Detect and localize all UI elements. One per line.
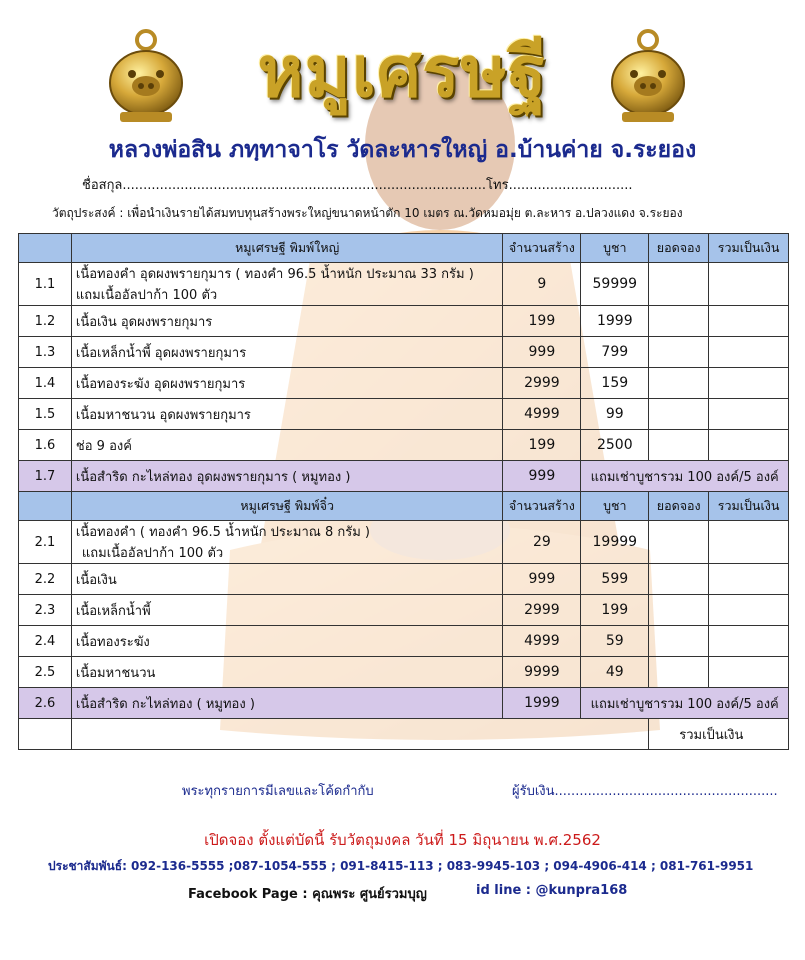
- row-reserve-cell[interactable]: [649, 626, 709, 657]
- row-qty: 2999: [503, 368, 581, 399]
- row-total-cell[interactable]: [709, 337, 789, 368]
- purpose-text: วัตถุประสงค์ : เพื่อนำเงินรายได้สมทบทุนสร้างพระใหญ่ขนาดหน้าตัก 10 เมตร ณ.วัดหมอมุ่ย ต.ละหาร อ.ปลวงแดง จ.ระยอง: [52, 206, 683, 220]
- row-reserve-cell[interactable]: [649, 564, 709, 595]
- receiver-signature-line: ผู้รับเงิน......................................................: [512, 784, 778, 799]
- row-number: 2.3: [19, 595, 72, 626]
- row-item: เนื้อมหาชนวน อุดผงพรายกุมาร: [71, 399, 503, 430]
- row-item: [71, 521, 503, 564]
- row-total-cell[interactable]: [709, 521, 789, 564]
- row-item: เนื้อเหล็กน้ำพี้: [71, 595, 503, 626]
- row-qty: 29: [503, 521, 581, 564]
- row-number: 2.6: [19, 688, 72, 719]
- row-reserve-cell[interactable]: [649, 368, 709, 399]
- row-number: 1.3: [19, 337, 72, 368]
- table-row: [19, 263, 789, 306]
- table-row: [19, 430, 789, 461]
- row-item: ช่อ 9 องค์: [71, 430, 503, 461]
- row-item: เนื้อสำริด กะไหล่ทอง ( หมูทอง ): [71, 688, 503, 719]
- table-row: [19, 306, 789, 337]
- row-total-cell[interactable]: [709, 564, 789, 595]
- row-reserve-cell[interactable]: [649, 337, 709, 368]
- row-note: แถมเช่าบูชารวม 100 องค์/5 องค์: [581, 688, 789, 719]
- row-total-cell[interactable]: [709, 399, 789, 430]
- col-qty-header: จำนวนสร้าง: [503, 234, 581, 263]
- row-number: 2.1: [19, 521, 72, 564]
- table-row: [19, 626, 789, 657]
- open-date-notice: เปิดจอง ตั้งแต่บัดนี้ รับวัตถุมงคล วันที่ 15 มิถุนายน พ.ศ.2562: [204, 831, 601, 849]
- special-row: [19, 461, 789, 492]
- row-qty: 999: [503, 337, 581, 368]
- row-item: เนื้อเงิน: [71, 564, 503, 595]
- row-price: 49: [581, 657, 649, 688]
- row-note: แถมเช่าบูชารวม 100 องค์/5 องค์: [581, 461, 789, 492]
- line-id: id line : @kunpra168: [476, 883, 628, 898]
- row-price: 59: [581, 626, 649, 657]
- special-row: [19, 688, 789, 719]
- row-price: 599: [581, 564, 649, 595]
- row-number: 1.2: [19, 306, 72, 337]
- table-row: [19, 521, 789, 564]
- row-reserve-cell[interactable]: [649, 306, 709, 337]
- row-item-line1: เนื้อทองคำ อุดผงพรายกุมาร ( ทองคำ 96.5 น้ำหนัก ประมาณ 33 กรัม ): [75, 267, 474, 282]
- header-blank-cell: [19, 234, 72, 263]
- row-total-cell[interactable]: [709, 263, 789, 306]
- row-qty: 2999: [503, 595, 581, 626]
- row-item: เนื้อสำริด กะไหล่ทอง อุดผงพรายกุมาร ( หมูทอง ): [71, 461, 503, 492]
- row-total-cell[interactable]: [709, 430, 789, 461]
- total-row: [19, 719, 789, 750]
- page-title: หมูเศรษฐี: [257, 30, 548, 113]
- row-qty: 199: [503, 306, 581, 337]
- section-title: หมูเศรษฐี พิมพ์ใหญ่: [71, 234, 503, 263]
- row-item: เนื้อเงิน อุดผงพรายกุมาร: [71, 306, 503, 337]
- row-reserve-cell[interactable]: [649, 399, 709, 430]
- row-number: 1.4: [19, 368, 72, 399]
- row-total-cell[interactable]: [709, 626, 789, 657]
- blank-cell: [71, 719, 648, 750]
- col-total-header: รวมเป็นเงิน: [709, 492, 789, 521]
- row-item-line1: เนื้อทองคำ ( ทองคำ 96.5 น้ำหนัก ประมาณ 8 กรัม ): [75, 525, 370, 540]
- row-number: 2.2: [19, 564, 72, 595]
- blank-cell: [19, 719, 72, 750]
- facebook-page: Facebook Page : คุณพระ ศูนย์รวมบุญ: [188, 887, 427, 902]
- row-price: 19999: [581, 521, 649, 564]
- table-row: [19, 337, 789, 368]
- row-total-cell[interactable]: [709, 306, 789, 337]
- row-total-cell[interactable]: [709, 595, 789, 626]
- row-number: 1.7: [19, 461, 72, 492]
- total-label: รวมเป็นเงิน: [679, 727, 744, 743]
- row-price: 159: [581, 368, 649, 399]
- row-qty: 999: [503, 461, 581, 492]
- section-header: [19, 234, 789, 263]
- row-number: 1.1: [19, 263, 72, 306]
- row-reserve-cell[interactable]: [649, 521, 709, 564]
- page-subtitle: หลวงพ่อสิน ภทฺทาจาโร วัดละหารใหญ่ อ.บ้านค่าย จ.ระยอง: [108, 137, 697, 163]
- section-title: หมูเศรษฐี พิมพ์จิ๋ว: [71, 492, 503, 521]
- gold-pig-amulet-icon: [106, 28, 186, 128]
- col-reserve-header: ยอดจอง: [649, 234, 709, 263]
- numbering-note: พระทุกรายการมีเลขและโค้ดกำกับ: [182, 784, 374, 799]
- row-total-cell[interactable]: [709, 657, 789, 688]
- row-item-line2: แถมเนื้ออัลปาก้า 100 ตัว: [81, 546, 224, 561]
- table-row: [19, 595, 789, 626]
- row-qty: 199: [503, 430, 581, 461]
- row-item: เนื้อมหาชนวน: [71, 657, 503, 688]
- row-price: 2500: [581, 430, 649, 461]
- row-number: 1.5: [19, 399, 72, 430]
- row-reserve-cell[interactable]: [649, 430, 709, 461]
- row-qty: 9999: [503, 657, 581, 688]
- row-qty: 4999: [503, 399, 581, 430]
- gold-pig-amulet-icon: [608, 28, 688, 128]
- section-header: [19, 492, 789, 521]
- row-number: 2.5: [19, 657, 72, 688]
- col-reserve-header: ยอดจอง: [649, 492, 709, 521]
- row-item: เนื้อทองระฆัง อุดผงพรายกุมาร: [71, 368, 503, 399]
- row-item-line2: แถมเนื้ออัลปาก้า 100 ตัว: [75, 288, 218, 303]
- table-row: [19, 399, 789, 430]
- row-reserve-cell[interactable]: [649, 595, 709, 626]
- col-price-header: บูชา: [581, 492, 649, 521]
- header-blank-cell: [19, 492, 72, 521]
- name-phone-line: ชื่อสกุล........................................................................................โทร..............................: [82, 178, 633, 193]
- table-row: [19, 657, 789, 688]
- col-price-header: บูชา: [581, 234, 649, 263]
- row-item: เนื้อเหล็กน้ำพี้ อุดผงพรายกุมาร: [71, 337, 503, 368]
- contact-phones: ประชาสัมพันธ์: 092-136-5555 ;087-1054-555 ; 091-8415-113 ; 083-9945-103 ; 094-4906-414 ; 081-761-9951: [48, 859, 754, 873]
- row-reserve-cell[interactable]: [649, 263, 709, 306]
- row-price: 799: [581, 337, 649, 368]
- row-item: [71, 263, 503, 306]
- row-qty: 9: [503, 263, 581, 306]
- row-total-cell[interactable]: [709, 368, 789, 399]
- row-qty: 1999: [503, 688, 581, 719]
- row-number: 1.6: [19, 430, 72, 461]
- table-row: [19, 368, 789, 399]
- row-price: 99: [581, 399, 649, 430]
- price-table: [18, 233, 789, 750]
- row-item: เนื้อทองระฆัง: [71, 626, 503, 657]
- row-reserve-cell[interactable]: [649, 657, 709, 688]
- col-total-header: รวมเป็นเงิน: [709, 234, 789, 263]
- row-qty: 999: [503, 564, 581, 595]
- row-price: 1999: [581, 306, 649, 337]
- col-qty-header: จำนวนสร้าง: [503, 492, 581, 521]
- row-number: 2.4: [19, 626, 72, 657]
- row-qty: 4999: [503, 626, 581, 657]
- row-price: 199: [581, 595, 649, 626]
- table-row: [19, 564, 789, 595]
- grand-total-label: [649, 719, 789, 750]
- row-price: 59999: [581, 263, 649, 306]
